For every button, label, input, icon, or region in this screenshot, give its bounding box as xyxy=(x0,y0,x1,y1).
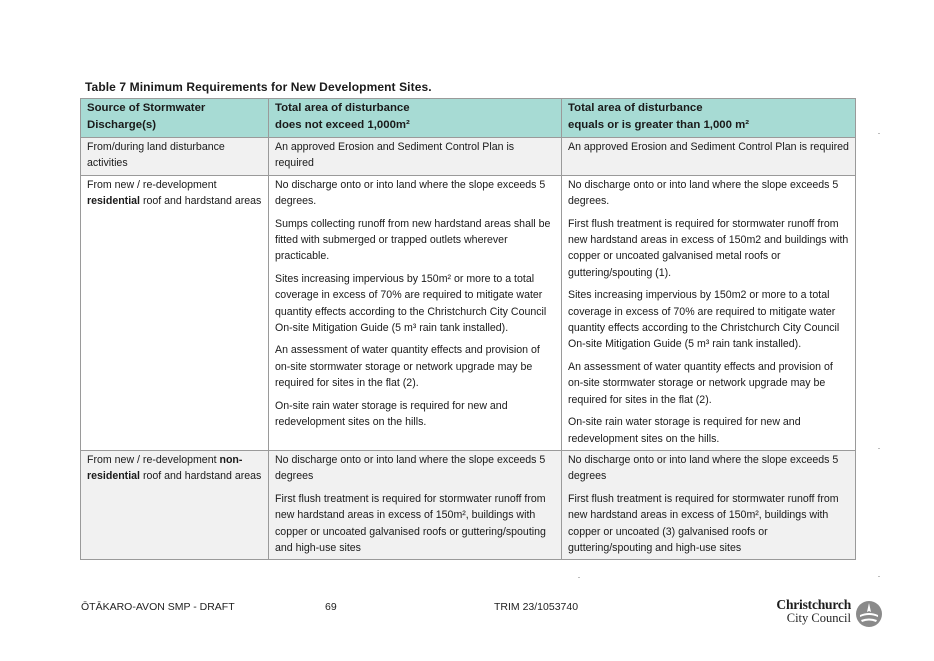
requirements-table xyxy=(80,98,856,560)
requirement-text: No discharge onto or into land where the slope exceeds 5 degrees. xyxy=(568,178,839,208)
logo-wordmark xyxy=(776,598,851,625)
source-cell xyxy=(81,138,269,176)
header-small-line2: does not exceed 1,000m² xyxy=(275,119,410,131)
scan-speck xyxy=(878,133,880,134)
source-cell xyxy=(81,175,269,450)
header-small-area xyxy=(269,99,562,138)
header-large-line1: Total area of disturbance xyxy=(568,102,703,114)
footer-doc-title: ŌTĀKARO-AVON SMP - DRAFT xyxy=(81,601,235,613)
small-area-cell xyxy=(269,175,562,450)
scan-speck xyxy=(878,448,880,449)
table-row xyxy=(81,175,856,450)
requirement-text: Sumps collecting runoff from new hardstand areas shall be fitted with submerged or trapped outlets wherever practicable. xyxy=(275,217,551,263)
logo-line1: Christchurch xyxy=(776,597,851,612)
source-text-tail: roof and hardstand areas xyxy=(140,470,262,483)
source-bold-text: non-residential xyxy=(87,453,243,483)
large-area-cell xyxy=(562,138,856,176)
requirement-text: No discharge onto or into land where the slope exceeds 5 degrees xyxy=(568,453,839,483)
header-source xyxy=(81,99,269,138)
small-area-cell xyxy=(269,138,562,176)
requirement-text: First flush treatment is required for stormwater runoff from new hardstand areas in excess of 150m2 and buildings with copper or uncoated galvanised metal roofs or guttering/spouting (1). xyxy=(568,217,849,279)
requirement-text: An approved Erosion and Sediment Control Plan is required xyxy=(568,141,849,153)
footer-page-number: 69 xyxy=(325,601,337,613)
scan-speck xyxy=(578,577,580,578)
source-cell xyxy=(81,450,269,559)
header-source-line1: Source of Stormwater xyxy=(87,102,206,114)
requirement-text: Sites increasing impervious by 150m2 or more to a total coverage in excess of 70% are required to mitigate water quantity effects according to the Christchurch City Council On-site Mitigation Guide (5 m³ rain tank installed). xyxy=(568,289,840,351)
logo-line2: City Council xyxy=(786,611,851,625)
footer-trim-reference: TRIM 23/1053740 xyxy=(494,601,579,613)
table-row xyxy=(81,138,856,176)
table-caption: Table 7 Minimum Requirements for New Development Sites. xyxy=(85,80,432,94)
table-row xyxy=(81,450,856,559)
requirement-text: First flush treatment is required for stormwater runoff from new hardstand areas in excess of 150m², buildings with copper or uncoated galvanised roofs or guttering/spouting and high-use sites xyxy=(275,492,546,554)
scan-speck xyxy=(878,576,880,577)
council-emblem-icon xyxy=(855,600,883,628)
council-logo xyxy=(768,598,883,628)
header-source-line2: Discharge(s) xyxy=(87,119,157,131)
requirement-text: An assessment of water quantity effects and provision of on-site stormwater storage or network upgrade may be required for sites in the flat (2). xyxy=(568,360,833,406)
large-area-cell xyxy=(562,450,856,559)
source-bold-text: residential xyxy=(87,195,140,208)
header-small-line1: Total area of disturbance xyxy=(275,102,410,114)
large-area-cell xyxy=(562,175,856,450)
header-large-line2: equals or is greater than 1,000 m² xyxy=(568,119,750,131)
source-text: From/during land disturbance activities xyxy=(87,141,225,170)
requirement-text: An assessment of water quantity effects and provision of on-site stormwater storage or network upgrade may be required for sites in the flat (2). xyxy=(275,344,540,390)
source-text-tail: roof and hardstand areas xyxy=(140,195,262,208)
requirement-text: Sites increasing impervious by 150m² or more to a total coverage in excess of 70% are required to mitigate water quantity effects according to the Christchurch City Council On-site Mitigation Guide (5 m³ rain tank installed). xyxy=(275,272,547,335)
source-text: From new / re-development xyxy=(87,453,220,466)
table-header-row xyxy=(81,99,856,138)
requirement-text: No discharge onto or into land where the slope exceeds 5 degrees xyxy=(275,453,546,483)
requirement-text: On-site rain water storage is required for new and redevelopment sites on the hills. xyxy=(275,399,508,429)
requirement-text: No discharge onto or into land where the slope exceeds 5 degrees. xyxy=(275,178,546,208)
requirement-text: An approved Erosion and Sediment Control Plan is required xyxy=(275,141,515,170)
source-text: From new / re-development xyxy=(87,178,217,191)
requirement-text: On-site rain water storage is required for new and redevelopment sites on the hills. xyxy=(568,416,801,445)
small-area-cell xyxy=(269,450,562,559)
requirement-text: First flush treatment is required for stormwater runoff from new hardstand areas in excess of 150m², buildings with copper or uncoated (3) galvanised roofs or guttering/spouting and high-use sites xyxy=(568,492,839,554)
header-large-area xyxy=(562,99,856,138)
